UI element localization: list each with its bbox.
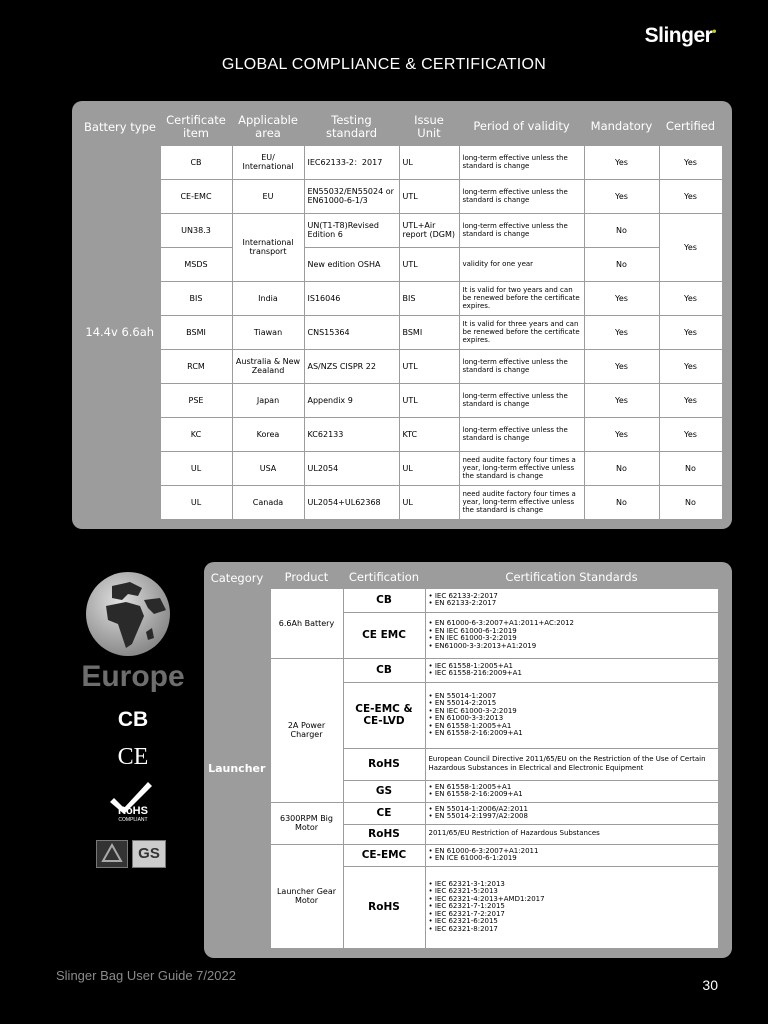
table-row [204,658,718,682]
validity: long-term effective unless the standard is change [459,145,584,179]
table-row [80,145,722,179]
header-certified: Certified [665,119,716,134]
certified: Yes [659,349,722,383]
product: 6300RPM Big Motor [270,802,343,844]
standards: • EN 61000-6-3:2007+A1:2011 • EN ICE 61000-6-1:2019 [425,844,718,866]
certified: Yes [659,315,722,349]
mandatory: No [584,485,659,519]
area: India [232,281,304,315]
table-row [80,247,722,281]
table-row [80,349,722,383]
certification: CE-EMC & CE-LVD [343,682,425,748]
validity: need audite factory four times a year, long-term effective unless the standard is change [459,485,584,519]
mandatory: Yes [584,349,659,383]
tuv-icon [96,840,128,868]
mandatory: No [584,213,659,247]
area: EU/ International [232,145,304,179]
launcher-certification-table [204,568,719,949]
launcher-certification-panel [204,562,732,958]
certified: Yes [659,383,722,417]
standard: KC62133 [304,417,399,451]
certified: No [659,451,722,485]
ce-mark-icon: CE [117,744,149,770]
logo-dot-icon: • [712,24,716,38]
validity: validity for one year [459,247,584,281]
certification: CB [343,588,425,612]
page-number: 30 [702,977,718,993]
header-certificate-item: Certificate item [166,112,226,140]
cert-item: RCM [160,349,232,383]
header-product: Product [284,570,329,585]
validity: long-term effective unless the standard is change [459,179,584,213]
issue-unit: UTL [399,179,459,213]
area: International transport [232,213,304,281]
area: Korea [232,417,304,451]
cert-item: KC [160,417,232,451]
issue-unit: UTL [399,349,459,383]
table-row [80,451,722,485]
certification: RoHS [343,748,425,780]
certified: Yes [659,213,722,281]
certification: RoHS [343,866,425,948]
table-row [80,179,722,213]
issue-unit: UL [399,451,459,485]
standard: IS16046 [304,281,399,315]
standards: 2011/65/EU Restriction of Hazardous Substances [425,824,718,844]
certification: CB [343,658,425,682]
area: USA [232,451,304,485]
area: Japan [232,383,304,417]
header-issue-unit: Issue Unit [414,112,444,140]
standard: CNS15364 [304,315,399,349]
cert-item: PSE [160,383,232,417]
certification: GS [343,780,425,802]
cert-item: CB [160,145,232,179]
cb-mark: CB [117,708,149,731]
table-header-row [80,109,722,145]
standard: IEC62133-2：2017 [304,145,399,179]
certified: Yes [659,417,722,451]
mandatory: Yes [584,417,659,451]
mandatory: Yes [584,281,659,315]
issue-unit: UL [399,145,459,179]
table-header-row [204,568,718,588]
validity: It is valid for two years and can be renewed before the certificate expires. [459,281,584,315]
table-row [204,844,718,866]
standard: UL2054 [304,451,399,485]
page-title: GLOBAL COMPLIANCE & CERTIFICATION [221,56,547,73]
issue-unit: BIS [399,281,459,315]
cert-item: UN38.3 [160,213,232,247]
gs-mark-icon: GS [132,840,166,868]
slinger-logo: Slinger• [644,24,716,47]
certification: CE EMC [343,612,425,658]
table-row [80,315,722,349]
cert-item: BIS [160,281,232,315]
standard: UL2054+UL62368 [304,485,399,519]
rohs-label: RoHS [118,805,148,817]
issue-unit: UTL+Air report (DGM) [399,213,459,247]
standards: European Council Directive 2011/65/EU on the Restriction of the Use of Certain Hazardous Substances in Electrical and Electronic Equipment [425,748,718,780]
header-battery-type: Battery type [84,119,156,134]
mandatory: Yes [584,179,659,213]
europe-label: Europe [81,660,185,693]
standard: EN55032/EN55024 or EN61000-6-1/3 [304,179,399,213]
table-row [80,383,722,417]
header-applicable-area: Applicable area [238,112,298,140]
mandatory: No [584,247,659,281]
standard: UN(T1-T8)Revised Edition 6 [304,213,399,247]
certification: CE [343,802,425,824]
header-certification-standards: Certification Standards [505,570,638,585]
area: Canada [232,485,304,519]
validity: long-term effective unless the standard is change [459,213,584,247]
table-row [204,588,718,612]
battery-compliance-table [80,109,723,520]
validity: need audite factory four times a year, long-term effective unless the standard is change [459,451,584,485]
issue-unit: UL [399,485,459,519]
certification: CE-EMC [343,844,425,866]
battery-compliance-panel [72,101,732,529]
cert-item: UL [160,485,232,519]
validity: long-term effective unless the standard is change [459,417,584,451]
globe-icon [82,570,174,658]
cert-item: UL [160,451,232,485]
header-mandatory: Mandatory [590,119,653,134]
issue-unit: BSMI [399,315,459,349]
table-row [80,417,722,451]
standard: Appendix 9 [304,383,399,417]
mandatory: Yes [584,315,659,349]
header-category: Category [210,570,264,585]
category-cell: Launcher [204,588,270,948]
area: Australia & New Zealand [232,349,304,383]
issue-unit: KTC [399,417,459,451]
certification: RoHS [343,824,425,844]
validity: It is valid for three years and can be renewed before the certificate expires. [459,315,584,349]
table-row [80,485,722,519]
mandatory: Yes [584,145,659,179]
header-testing-standard: Testing standard [325,112,377,140]
standards: • EN 61558-1:2005+A1 • EN 61558-2-16:2009+A1 [425,780,718,802]
battery-type-cell: 14.4v 6.6ah [80,145,160,519]
validity: long-term effective unless the standard is change [459,383,584,417]
table-row [204,802,718,824]
standards: • IEC 62133-2:2017 • EN 62133-2:2017 [425,588,718,612]
mandatory: Yes [584,383,659,417]
issue-unit: UTL [399,383,459,417]
cert-item: MSDS [160,247,232,281]
product: 6.6Ah Battery [270,588,343,658]
cert-item: BSMI [160,315,232,349]
certified: Yes [659,281,722,315]
product: 2A Power Charger [270,658,343,802]
table-row [80,281,722,315]
certified: Yes [659,145,722,179]
validity: long-term effective unless the standard is change [459,349,584,383]
rohs-badge [108,780,158,828]
standards: • EN 55014-1:2007 • EN 55014-2:2015 • EN IEC 61000-3-2:2019 • EN 61000-3-3:2013 • EN 61558-1:2005+A1 • EN 61558-2-16:2009+A1 [425,682,718,748]
area: Tiawan [232,315,304,349]
standard: AS/NZS CISPR 22 [304,349,399,383]
standards: • IEC 61558-1:2005+A1 • IEC 61558-216:2009+A1 [425,658,718,682]
standards: • EN 61000-6-3:2007+A1:2011+AC:2012 • EN IEC 61000-6-1:2019 • EN IEC 61000-3-2:2019 • EN61000-3-3:2013+A1:2019 [425,612,718,658]
rohs-compliant-label: COMPLIANT [118,817,148,823]
issue-unit: UTL [399,247,459,281]
header-certification: Certification [348,570,420,585]
cert-item: CE-EMC [160,179,232,213]
footer-text: Slinger Bag User Guide 7/2022 [56,968,236,983]
standards: • EN 55014-1:2006/A2:2011 • EN 55014-2:1997/A2:2008 [425,802,718,824]
certification-marks [96,838,168,870]
certified: Yes [659,179,722,213]
area: EU [232,179,304,213]
product: Launcher Gear Motor [270,844,343,948]
standard: New edition OSHA [304,247,399,281]
standards: • IEC 62321-3-1:2013 • IEC 62321-5:2013 • IEC 62321-4:2013+AMD1:2017 • IEC 62321-7-1:2015 • IEC 62321-7-2:2017 • IEC 62321-6:2015 • IEC 62321-8:2017 [425,866,718,948]
table-row [80,213,722,247]
mandatory: No [584,451,659,485]
header-period-validity: Period of validity [473,119,570,134]
certified: No [659,485,722,519]
